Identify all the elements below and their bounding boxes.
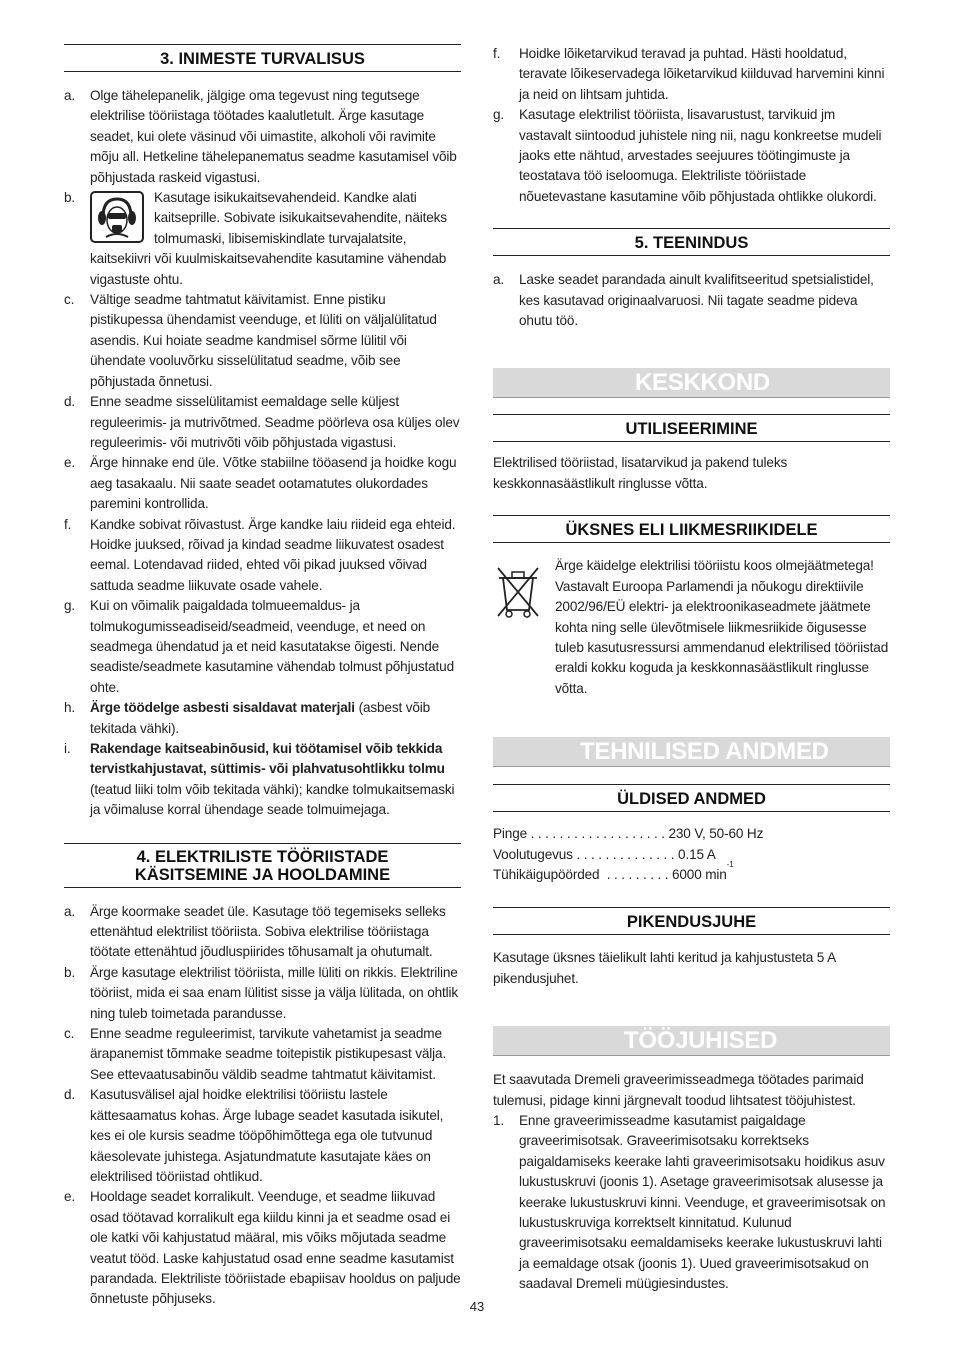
list-item: [493, 1111, 890, 1295]
item-label: b.: [64, 964, 76, 980]
tool-use-list-continued: [493, 44, 890, 207]
list-item: [64, 86, 461, 188]
item-text: Hooldage seadet korralikult. Veenduge, et seadme liikuvad osad töötavad korralikult ega kiildu kinni ja et seadme osad ei ole katki või kahjustatud määral, mis võiks mõjutada seadme veatut tööd. Laske kahjustatud osad enne seadme kasutamist parandada. Elektriliste tööriistade ebapiisav hooldus on paljude õnnetuste põhjuseks.: [90, 1189, 461, 1307]
crossed-bin-icon: [493, 556, 555, 699]
specs-table: [493, 824, 890, 885]
item-label: a.: [64, 88, 76, 103]
item-bold-text: Ärge töödelge asbesti sisaldavat materjali: [90, 700, 355, 716]
list-item: [493, 270, 890, 331]
section-title-line: KÄSITSEMINE JA HOOLDAMINE: [134, 865, 391, 884]
spec-row: [493, 859, 890, 885]
item-label: g.: [493, 107, 505, 123]
section-title-service: 5. TEENINDUS: [493, 228, 890, 256]
list-item: [64, 1024, 461, 1085]
chapter-title-work-instructions: TÖÖJUHISED: [493, 1026, 890, 1056]
item-text-with-icon: [90, 188, 461, 290]
item-text: Enne seadme reguleerimist, tarvikute vahetamist ja seadme ärapanemist tõmmake seadme toitepistik pistikupesast välja. See ettevaatusabinõu väldib seadme tahtmatut käivitamist.: [90, 1026, 447, 1082]
section-title-eu-only: ÜKSNES ELI LIIKMESRIIKIDELE: [493, 515, 890, 543]
item-text: Vältige seadme tahtmatut käivitamist. Enne pistiku pistikupessa ühendamist veenduge, et lüliti on väljalülitatud asendis. Kui hoiate seadme kandmisel sõrme lülitil või ühendate vooluvõrku sisselülitatud seadme, võib see põhjustada õnnetusi.: [90, 292, 437, 389]
item-text: Ärge kasutage elektrilist tööriista, mille lüliti on rikkis. Elektriline tööriist, mida ei saa enam lülitist sisse ja välja lülitada, on ohtlik ning tuleb toimetada parandusse.: [90, 964, 459, 1021]
spec-label: Pinge: [493, 826, 528, 842]
item-text: Kui on võimalik paigaldada tolmueemaldus- ja tolmukogumisseadiseid/seadmeid, veenduge, et need on seadmega ühendatud ja et neid kasutatakse õigesti. Nende seadiste/seadmete kasutamine vähendab tolmust põhjustatud ohte.: [90, 598, 455, 695]
section-title-personal-safety: 3. INIMESTE TURVALISUS: [64, 44, 461, 72]
spec-dots: . . . . . . . . . . . . . . . . . . .: [527, 826, 669, 842]
item-label: g.: [64, 598, 76, 614]
personal-safety-list: [64, 86, 461, 821]
spec-value: 230 V, 50-60 Hz: [668, 826, 764, 842]
page-number: 43: [469, 1299, 485, 1314]
item-text: Ärge hinnake end üle. Võtke stabiilne tööasend ja hoidke kogu aeg tasakaalu. Nii saate seadet ootamatutes olukordades paremini kontrollida.: [90, 455, 457, 512]
spec-row: [493, 845, 890, 865]
item-label: d.: [64, 394, 76, 410]
item-label: a.: [493, 272, 505, 288]
item-text: Kasutage elektrilist tööriista, lisavarustust, tarvikuid jm vastavalt siintoodud juhistele ning nii, nagu konkreetse mudeli jaoks ette nähtud, arvestades seejuures töötingimuste ja teostatava töö iseloomuga. Elektriliste tööriistade nõuetevastane kasutamine võib põhjustada ohtlikke olukordi.: [519, 107, 882, 204]
list-item: [64, 515, 461, 597]
item-label: h.: [64, 700, 76, 716]
section-title-disposal: UTILISEERIMINE: [493, 414, 890, 442]
list-item: [64, 188, 461, 290]
spec-value: 0.15 A: [678, 846, 716, 862]
left-column: [64, 44, 461, 1310]
item-label: f.: [493, 46, 501, 61]
spec-label: Voolutugevus: [493, 846, 573, 862]
list-item: [493, 105, 890, 207]
item-text: Kasutage isikukaitsevahendeid. Kandke alati kaitseprille. Sobivate isikukaitsevahendite, näiteks tolmumaski, libisemiskindlate turvajalatsite, kaitsekiivri või kuulmiskaitsevahendite kasutamine vähendab vigastuste ohtu.: [90, 190, 447, 287]
section-title-line: 4. ELEKTRILISTE TÖÖRIISTADE: [136, 847, 389, 866]
item-text: Hoidke lõiketarvikud teravad ja puhtad. Hästi hooldatud, teravate lõikeservadega lõiketarvikud kiilduvad harvemini kinni ja neid on lihtsam juhtida.: [519, 46, 885, 102]
item-text: Olge tähelepanelik, jälgige oma tegevust ning tegutsege elektrilise tööriistaga töötades kaalutletult. Ärge kasutage seadet, kui olete väsinud või uimastite, alkoholi või ravimite mõju all. Hetkeline tähelepanematus seadme kasutamisel võib põhjustada raskeid vigastusi.: [90, 88, 457, 185]
list-item: [64, 902, 461, 963]
item-label: e.: [64, 455, 76, 471]
item-text: Kandke sobivat rõivastust. Ärge kandke laiu riideid ega ehteid. Hoidke juuksed, rõivad ja kindad seadme liikuvatest osadest eemal. Lotendavad riided, ehted või pikad juuksed võivad sattuda seadme liikuvate osade vahele.: [90, 516, 456, 593]
chapter-title-environment: KESKKOND: [493, 368, 890, 398]
item-text: Ärge koormake seadet üle. Kasutage töö tegemiseks selleks ettenähtud elektrilist tööriista. Sobiva elektrilise tööriistaga töötate ettenähtud jõudluspiirides tõhusamalt ja ohutumalt.: [90, 903, 446, 960]
section-title-tool-use: [64, 843, 461, 888]
item-label: c.: [64, 1026, 75, 1042]
tool-use-list: [64, 902, 461, 1310]
spec-value: 6000 min: [671, 866, 727, 882]
eu-text: Ärge käidelge elektrilisi tööriistu koos olmejäätmetega! Vastavalt Euroopa Parlamendi ja nõukogu direktiivile 2002/96/EÜ elektri- ja elektroonikaseadmete jäätmete kohta ning selle ülevõtmisele liikmesriikide õigusesse tuleb kasutusressursi ammendanud elektrilised tööriistad eraldi kokku koguda ja keskkonnasäästlikult ringlusse võtta.: [555, 558, 889, 696]
item-text: [90, 739, 461, 821]
extension-cord-text: Kasutage üksnes täielikult lahti keritud ja kahjustusteta 5 A pikendusjuhet.: [493, 950, 836, 986]
list-item: [64, 1187, 461, 1309]
item-label: a.: [64, 903, 76, 919]
spec-label: Tühikäigupöörded: [493, 866, 600, 882]
item-label: f.: [64, 516, 72, 532]
work-instructions-list: [493, 1111, 890, 1295]
chapter-title-technical-data: TEHNILISED ANDMED: [493, 737, 890, 767]
item-label: c.: [64, 292, 75, 308]
item-label: b.: [64, 190, 76, 206]
ear-eye-protection-icon: [90, 191, 144, 243]
list-item: [64, 453, 461, 514]
spec-dots: . . . . . . . . . . . . . .: [572, 846, 679, 862]
section-title-extension-cord: PIKENDUSJUHE: [493, 907, 890, 935]
item-label: i.: [64, 741, 71, 756]
service-list: [493, 270, 890, 331]
item-label: d.: [64, 1087, 76, 1103]
spec-dots: . . . . . . . . .: [599, 866, 672, 882]
item-text: Kasutusvälisel ajal hoidke elektrilisi tööriistu lastele kättesaamatus kohas. Ärge lubage seadet kasutada isikutel, kes ei ole kursis seadme tööpõhimõttega ega ole tutvunud käesolevate juhistega. Asjatundmatute kasutajate käes on elektrilised tööriistad ohtlikud.: [90, 1087, 444, 1184]
list-item: [64, 739, 461, 821]
list-item: [493, 44, 890, 105]
list-item: [64, 1085, 461, 1187]
list-item: [64, 963, 461, 1024]
disposal-text: Elektrilised tööriistad, lisatarvikud ja pakend tuleks keskkonnasäästlikult ringlusse võtta.: [493, 455, 788, 491]
item-label: e.: [64, 1189, 76, 1205]
section-title-general-data: ÜLDISED ANDMED: [493, 784, 890, 812]
list-item: [64, 596, 461, 698]
item-rest-text: (asbest võib tekitada vähki).: [90, 700, 431, 736]
work-intro-text: Et saavutada Dremeli graveerimisseadmega töötades parimaid tulemusi, pidage kinni järgnevalt toodud lihtsatest tööjuhistest.: [493, 1072, 864, 1108]
item-text: Enne seadme sisselülitamist eemaldage selle küljest reguleerimis- ja mutrivõtmed. Seadme pöörleva osa küljes olev reguleerimis- või mutrivõti võib põhjustada vigastusi.: [90, 394, 460, 450]
item-text: Enne graveerimisseadme kasutamist paigaldage graveerimisotsak. Graveerimisotsaku korrektseks paigaldamiseks keerake lahti graveerimisotsaku hoidikus asuv lukustuskruvi (joonis 1). Asetage graveerimisotsak alusesse ja keerake lukustuskruvi kinni. Veenduge, et graveerimisotsak on lukustuskruviga korrektselt kinnitatud. Kulunud graveerimisotsaku eemaldamiseks keerake lukustuskruvi lahti ja eemaldage otsak (joonis 1). Uued graveerimisotsakud on saadaval Dremeli müügiesindustes.: [519, 1112, 886, 1292]
list-item: [64, 698, 461, 739]
list-item: [64, 392, 461, 453]
list-item: [64, 290, 461, 392]
item-bold-text: Rakendage kaitseabinõusid, kui töötamisel võib tekkida tervistkahjustavat, süttimis- või plahvatusohtlikku tolmu: [90, 741, 445, 777]
item-label: 1.: [493, 1112, 505, 1128]
item-text: Laske seadet parandada ainult kvalifitseeritud spetsialistidel, kes kasutavad originaalvaruosi. Nii tagate seadme pideva ohutu töö.: [519, 272, 874, 329]
right-column: [493, 44, 890, 1295]
eu-block: [493, 556, 890, 699]
item-rest-text: (teatud liiki tolm võib tekitada vähki); kandke tolmukaitsemaski ja võimaluse korral ühendage seade tolmuimejaga.: [90, 781, 455, 818]
spec-value-superscript: -1: [726, 859, 734, 869]
item-text: [90, 698, 461, 739]
spec-row: [493, 824, 890, 844]
